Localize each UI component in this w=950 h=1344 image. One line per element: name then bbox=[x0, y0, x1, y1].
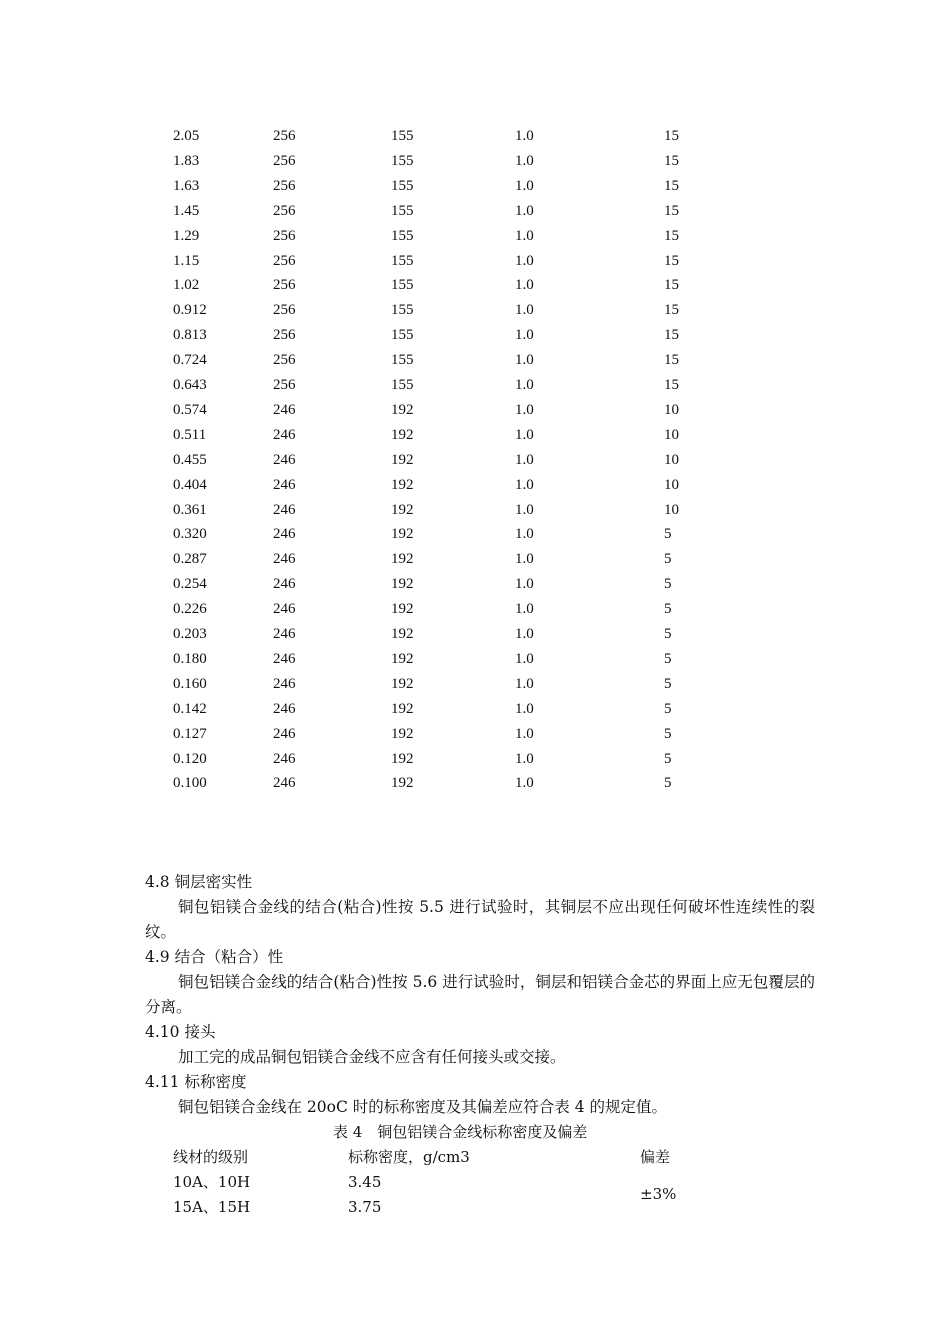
table-cell: 246 bbox=[273, 626, 296, 642]
section-4-9-title: 4.9 结合（粘合）性 bbox=[145, 948, 284, 966]
table-cell: 1.0 bbox=[515, 352, 534, 369]
table-cell: 1.0 bbox=[515, 302, 534, 319]
table-cell: 1.0 bbox=[515, 277, 534, 294]
table-cell: 5 bbox=[664, 526, 672, 543]
table-cell: 15 bbox=[664, 377, 679, 393]
table-cell: 0.813 bbox=[173, 327, 207, 344]
table-cell: 0.180 bbox=[173, 650, 207, 667]
table-cell: 256 bbox=[273, 352, 296, 369]
section-4-8-body: 铜包铝镁合金线的结合(粘合)性按 5.5 进行试验时，其铜层不应出现任何破坏性连续性的裂纹。 bbox=[145, 898, 815, 941]
table-cell: 192 bbox=[391, 551, 414, 568]
table-cell: 0.574 bbox=[173, 401, 207, 418]
table-cell: 155 bbox=[391, 277, 414, 294]
table-cell: 246 bbox=[273, 601, 296, 618]
table-cell: 246 bbox=[273, 426, 296, 443]
table-cell: 155 bbox=[391, 327, 414, 344]
table-4-density-cell: 3.75 bbox=[348, 1198, 382, 1216]
table-cell: 0.127 bbox=[173, 725, 207, 742]
table-cell: 155 bbox=[391, 202, 414, 219]
table-cell: 192 bbox=[391, 675, 414, 692]
table-cell: 0.142 bbox=[173, 700, 207, 717]
table-cell: 1.29 bbox=[173, 227, 200, 244]
table-cell: 246 bbox=[273, 551, 296, 568]
table-4-density-cell: 3.45 bbox=[348, 1173, 382, 1191]
table-cell: 1.0 bbox=[515, 476, 534, 493]
table-cell: 192 bbox=[391, 526, 414, 543]
section-4-11-title: 4.11 标称密度 bbox=[145, 1073, 247, 1091]
table-cell: 0.724 bbox=[173, 352, 207, 369]
table-cell: 246 bbox=[273, 675, 296, 692]
table-cell: 1.0 bbox=[515, 377, 534, 393]
table-cell: 5 bbox=[664, 576, 672, 593]
table-cell: 192 bbox=[391, 626, 414, 642]
table-cell: 246 bbox=[273, 501, 296, 518]
table-cell: 1.0 bbox=[515, 551, 534, 568]
table-cell: 1.0 bbox=[515, 750, 534, 767]
table-cell: 256 bbox=[273, 377, 296, 393]
table-cell: 1.0 bbox=[515, 401, 534, 418]
section-4-8-title: 4.8 铜层密实性 bbox=[145, 873, 253, 891]
table-cell: 1.0 bbox=[515, 675, 534, 692]
table-cell: 256 bbox=[273, 327, 296, 344]
table-cell: 192 bbox=[391, 476, 414, 493]
table-cell: 246 bbox=[273, 576, 296, 593]
table-cell: 1.0 bbox=[515, 725, 534, 742]
table-cell: 155 bbox=[391, 377, 414, 393]
table-cell: 246 bbox=[273, 526, 296, 543]
table-cell: 1.0 bbox=[515, 227, 534, 244]
table-cell: 0.287 bbox=[173, 551, 207, 568]
table-cell: 246 bbox=[273, 700, 296, 717]
table-cell: 10 bbox=[664, 401, 679, 418]
table-cell: 192 bbox=[391, 401, 414, 418]
table-cell: 10 bbox=[664, 426, 679, 443]
section-4-11-body: 铜包铝镁合金线在 20oC 时的标称密度及其偏差应符合表 4 的规定值。 bbox=[178, 1098, 667, 1116]
table-cell: 5 bbox=[664, 650, 672, 667]
table-cell: 5 bbox=[664, 551, 672, 568]
table-cell: 0.203 bbox=[173, 626, 207, 642]
table-cell: 256 bbox=[273, 177, 296, 194]
table-cell: 1.45 bbox=[173, 202, 200, 219]
table-cell: 15 bbox=[664, 327, 679, 344]
table-cell: 5 bbox=[664, 750, 672, 767]
table-cell: 5 bbox=[664, 601, 672, 618]
table-cell: 15 bbox=[664, 277, 679, 294]
table-cell: 2.05 bbox=[173, 128, 200, 144]
table-cell: 155 bbox=[391, 152, 414, 169]
table-cell: 246 bbox=[273, 750, 296, 767]
table-cell: 192 bbox=[391, 700, 414, 717]
table-cell: 256 bbox=[273, 202, 296, 219]
table-cell: 155 bbox=[391, 252, 414, 269]
table-cell: 1.0 bbox=[515, 327, 534, 344]
table-cell: 0.455 bbox=[173, 451, 207, 468]
table-cell: 192 bbox=[391, 750, 414, 767]
table-4-tolerance-cell: ±3% bbox=[640, 1185, 677, 1203]
table-cell: 5 bbox=[664, 775, 672, 792]
table-cell: 155 bbox=[391, 128, 414, 144]
table-cell: 10 bbox=[664, 501, 679, 518]
table-cell: 1.0 bbox=[515, 700, 534, 717]
table-cell: 15 bbox=[664, 252, 679, 269]
table-cell: 0.100 bbox=[173, 775, 207, 792]
table-cell: 155 bbox=[391, 177, 414, 194]
table-cell: 5 bbox=[664, 675, 672, 692]
table-cell: 10 bbox=[664, 451, 679, 468]
table-4-header-tolerance: 偏差 bbox=[640, 1148, 671, 1166]
table-cell: 256 bbox=[273, 252, 296, 269]
section-4-10-title: 4.10 接头 bbox=[145, 1023, 216, 1041]
table-cell: 1.0 bbox=[515, 501, 534, 518]
table-cell: 1.0 bbox=[515, 152, 534, 169]
table-cell: 246 bbox=[273, 476, 296, 493]
table-cell: 1.0 bbox=[515, 601, 534, 618]
table-cell: 192 bbox=[391, 725, 414, 742]
table-cell: 192 bbox=[391, 576, 414, 593]
table-cell: 0.361 bbox=[173, 501, 207, 518]
table-cell: 192 bbox=[391, 426, 414, 443]
table-cell: 192 bbox=[391, 775, 414, 792]
table-cell: 192 bbox=[391, 501, 414, 518]
table-cell: 192 bbox=[391, 601, 414, 618]
table-4-header-density: 标称密度，g/cm3 bbox=[348, 1148, 470, 1166]
table-cell: 15 bbox=[664, 227, 679, 244]
table-cell: 5 bbox=[664, 700, 672, 717]
table-cell: 155 bbox=[391, 227, 414, 244]
table-cell: 1.0 bbox=[515, 426, 534, 443]
table-cell: 1.0 bbox=[515, 451, 534, 468]
table-cell: 246 bbox=[273, 650, 296, 667]
table-cell: 155 bbox=[391, 302, 414, 319]
table-cell: 1.0 bbox=[515, 177, 534, 194]
table-cell: 256 bbox=[273, 227, 296, 244]
table-cell: 0.160 bbox=[173, 675, 207, 692]
table-cell: 256 bbox=[273, 277, 296, 294]
table-cell: 0.511 bbox=[173, 426, 207, 443]
table-cell: 15 bbox=[664, 177, 679, 194]
table-cell: 1.0 bbox=[515, 626, 534, 642]
table-cell: 1.02 bbox=[173, 277, 200, 294]
table-4-caption: 表 4 铜包铝镁合金线标称密度及偏差 bbox=[333, 1123, 588, 1141]
table-cell: 192 bbox=[391, 451, 414, 468]
table-cell: 5 bbox=[664, 626, 672, 642]
table-cell: 15 bbox=[664, 152, 679, 169]
table-cell: 1.0 bbox=[515, 128, 534, 144]
table-cell: 1.15 bbox=[173, 252, 200, 269]
table-cell: 1.0 bbox=[515, 202, 534, 219]
table-cell: 0.643 bbox=[173, 377, 207, 393]
table-4-header-grade: 线材的级别 bbox=[173, 1148, 249, 1166]
table-cell: 15 bbox=[664, 128, 679, 144]
table-cell: 0.120 bbox=[173, 750, 207, 767]
table-cell: 10 bbox=[664, 476, 679, 493]
section-4-10-body: 加工完的成品铜包铝镁合金线不应含有任何接头或交接。 bbox=[178, 1048, 566, 1066]
table-cell: 155 bbox=[391, 352, 414, 369]
table-cell: 0.320 bbox=[173, 526, 207, 543]
table-cell: 1.63 bbox=[173, 177, 200, 194]
table-cell: 1.0 bbox=[515, 775, 534, 792]
table-cell: 246 bbox=[273, 725, 296, 742]
table-cell: 246 bbox=[273, 401, 296, 418]
table-cell: 0.404 bbox=[173, 476, 207, 493]
table-4-grade-cell: 15A、15H bbox=[173, 1198, 251, 1216]
table-cell: 15 bbox=[664, 202, 679, 219]
table-cell: 1.0 bbox=[515, 576, 534, 593]
table-cell: 1.83 bbox=[173, 152, 200, 169]
table-cell: 1.0 bbox=[515, 252, 534, 269]
table-cell: 246 bbox=[273, 775, 296, 792]
table-cell: 5 bbox=[664, 725, 672, 742]
table-cell: 15 bbox=[664, 302, 679, 319]
table-cell: 1.0 bbox=[515, 650, 534, 667]
table-cell: 246 bbox=[273, 451, 296, 468]
table-cell: 256 bbox=[273, 302, 296, 319]
table-cell: 0.226 bbox=[173, 601, 207, 618]
table-cell: 0.254 bbox=[173, 576, 207, 593]
table-cell: 256 bbox=[273, 128, 296, 144]
table-cell: 1.0 bbox=[515, 526, 534, 543]
table-cell: 192 bbox=[391, 650, 414, 667]
table-cell: 15 bbox=[664, 352, 679, 369]
table-cell: 0.912 bbox=[173, 302, 207, 319]
table-4-grade-cell: 10A、10H bbox=[173, 1173, 251, 1191]
table-cell: 256 bbox=[273, 152, 296, 169]
section-4-9-body: 铜包铝镁合金线的结合(粘合)性按 5.6 进行试验时，铜层和铝镁合金芯的界面上应无包覆层的分离。 bbox=[145, 973, 815, 1016]
